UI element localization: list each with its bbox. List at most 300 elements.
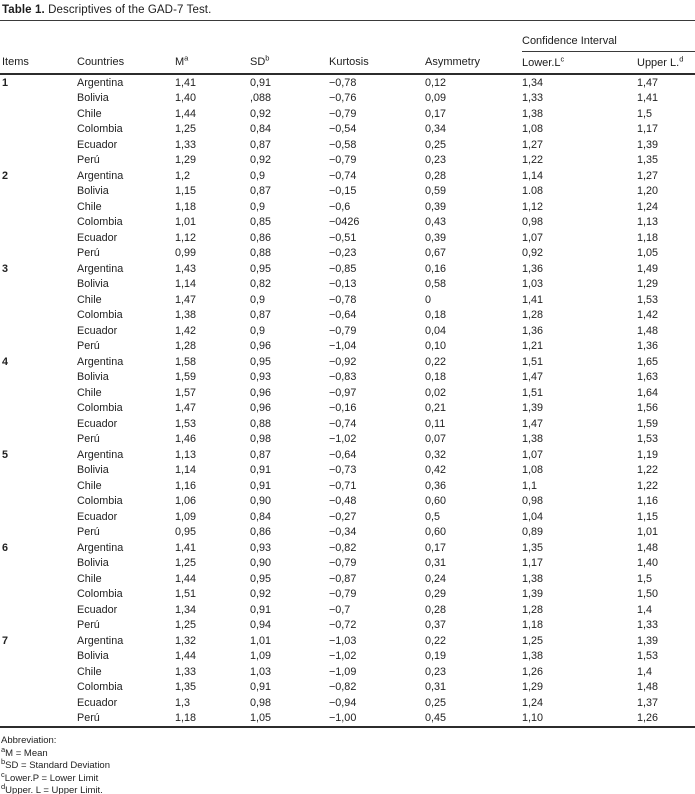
confidence-interval-header-row <box>0 21 695 52</box>
cell-item-number <box>0 153 77 169</box>
table-row <box>0 432 695 448</box>
cell-country: Argentina <box>77 634 124 647</box>
cell-country: Perú <box>77 433 100 446</box>
cell-asymmetry: 0,23 <box>425 665 447 678</box>
cell-upper-limit: 1,53 <box>637 650 659 663</box>
cell-sd: 0,87 <box>250 185 272 198</box>
table-row <box>0 308 695 324</box>
cell-lower-limit: 1,22 <box>522 154 544 167</box>
cell-upper-limit: 1,18 <box>637 231 659 244</box>
cell-item-number <box>0 695 77 711</box>
cell-sd: 0,92 <box>250 588 272 601</box>
cell-lower-limit: 1,38 <box>522 650 544 663</box>
cell-country: Perú <box>77 712 100 725</box>
cell-mean: 1,33 <box>175 138 197 151</box>
cell-sd: 0,90 <box>250 495 272 508</box>
cell-lower-limit: 1,36 <box>522 262 544 275</box>
cell-mean: 1,18 <box>175 200 197 213</box>
cell-mean: 1,53 <box>175 417 197 430</box>
cell-mean: 1,34 <box>175 603 197 616</box>
table-row <box>0 106 695 122</box>
cell-sd: ,088 <box>250 92 272 105</box>
cell-item-number <box>0 308 77 324</box>
cell-asymmetry: 0,43 <box>425 216 447 229</box>
cell-lower-limit: 0,89 <box>522 526 544 539</box>
cell-sd: 0,91 <box>250 603 272 616</box>
cell-kurtosis: −1,02 <box>329 433 357 446</box>
footnote-lower <box>1 769 695 786</box>
cell-upper-limit: 1,63 <box>637 371 659 384</box>
cell-sd: 0,94 <box>250 619 272 632</box>
cell-item-number <box>0 494 77 510</box>
cell-kurtosis: −0,34 <box>329 526 357 539</box>
table-row <box>0 571 695 587</box>
cell-country: Chile <box>77 386 102 399</box>
cell-upper-limit: 1,65 <box>637 355 659 368</box>
cell-asymmetry: 0,42 <box>425 464 447 477</box>
cell-country: Bolivia <box>77 650 109 663</box>
cell-sd: 0,98 <box>250 433 272 446</box>
cell-mean: 1,41 <box>175 76 197 89</box>
cell-item-number <box>0 509 77 525</box>
cell-mean: 1,32 <box>175 634 197 647</box>
table-row <box>0 494 695 510</box>
cell-lower-limit: 1,1 <box>522 479 538 492</box>
cell-upper-limit: 1,17 <box>637 123 659 136</box>
cell-lower-limit: 1,28 <box>522 603 544 616</box>
table-row <box>0 168 695 184</box>
col-header-items-label: Items <box>2 56 29 69</box>
cell-country: Chile <box>77 479 102 492</box>
cell-upper-limit: 1,56 <box>637 402 659 415</box>
cell-upper-limit: 1,37 <box>637 696 659 709</box>
cell-kurtosis: −0,58 <box>329 138 357 151</box>
cell-upper-limit: 1,33 <box>637 619 659 632</box>
cell-item-number <box>0 401 77 417</box>
cell-asymmetry: 0,24 <box>425 572 447 585</box>
cell-item-number <box>0 416 77 432</box>
cell-sd: 0,9 <box>250 169 266 182</box>
cell-kurtosis: −0,94 <box>329 696 357 709</box>
cell-item-number <box>0 199 77 215</box>
table-row <box>0 339 695 355</box>
col-header-asymmetry-label: Asymmetry <box>425 56 480 69</box>
cell-sd: 0,91 <box>250 479 272 492</box>
cell-item-number <box>0 571 77 587</box>
cell-item-number <box>0 602 77 618</box>
cell-country: Chile <box>77 293 102 306</box>
cell-item-number: 6 <box>2 541 9 554</box>
cell-country: Colombia <box>77 216 123 229</box>
cell-item-number: 2 <box>2 169 9 182</box>
cell-asymmetry: 0,19 <box>425 650 447 663</box>
footnote-sd <box>1 756 695 773</box>
cell-sd: 0,92 <box>250 154 272 167</box>
cell-asymmetry: 0,17 <box>425 107 447 120</box>
cell-mean: 1,06 <box>175 495 197 508</box>
cell-lower-limit: 1,29 <box>522 681 544 694</box>
cell-sd: 0,91 <box>250 76 272 89</box>
cell-mean: 0,95 <box>175 526 197 539</box>
cell-kurtosis: −0,71 <box>329 479 357 492</box>
col-header-lower-limit <box>522 52 637 75</box>
cell-mean: 1,58 <box>175 355 197 368</box>
table-row <box>0 711 695 728</box>
table-caption-label: Table 1. <box>2 4 45 16</box>
table-row <box>0 137 695 153</box>
cell-country: Ecuador <box>77 417 118 430</box>
cell-sd: 0,85 <box>250 216 272 229</box>
cell-sd: 0,91 <box>250 464 272 477</box>
table-row <box>0 199 695 215</box>
cell-kurtosis: −0,74 <box>329 169 357 182</box>
cell-upper-limit: 1,35 <box>637 154 659 167</box>
cell-sd: 0,98 <box>250 696 272 709</box>
col-header-upper-limit <box>637 52 695 75</box>
cell-kurtosis: −1,02 <box>329 650 357 663</box>
table-row <box>0 680 695 696</box>
cell-country: Ecuador <box>77 510 118 523</box>
cell-mean: 1,51 <box>175 588 197 601</box>
table-row <box>0 618 695 634</box>
cell-lower-limit: 1,04 <box>522 510 544 523</box>
footnote-upper <box>1 781 695 794</box>
cell-upper-limit: 1,39 <box>637 634 659 647</box>
cell-kurtosis: −0,54 <box>329 123 357 136</box>
cell-upper-limit: 1,13 <box>637 216 659 229</box>
cell-sd: 1,03 <box>250 665 272 678</box>
table-row <box>0 540 695 556</box>
cell-sd: 0,96 <box>250 386 272 399</box>
cell-kurtosis: −0,64 <box>329 309 357 322</box>
cell-asymmetry: 0,28 <box>425 603 447 616</box>
cell-lower-limit: 1,18 <box>522 619 544 632</box>
cell-item-number <box>0 137 77 153</box>
cell-sd: 0,88 <box>250 417 272 430</box>
table-row <box>0 370 695 386</box>
cell-upper-limit: 1,40 <box>637 557 659 570</box>
table-row <box>0 649 695 665</box>
cell-mean: 1,14 <box>175 278 197 291</box>
cell-kurtosis: −0,78 <box>329 76 357 89</box>
cell-sd: 0,91 <box>250 681 272 694</box>
table-body <box>0 74 695 727</box>
cell-country: Perú <box>77 340 100 353</box>
cell-asymmetry: 0,22 <box>425 634 447 647</box>
table-row <box>0 91 695 107</box>
col-header-upper-limit-sup: d <box>679 53 684 63</box>
cell-sd: 0,93 <box>250 541 272 554</box>
table-row <box>0 385 695 401</box>
footnote-upper-text: Upper. L = Upper Limit. <box>5 785 103 794</box>
cell-kurtosis: −0,82 <box>329 681 357 694</box>
cell-lower-limit: 1,47 <box>522 371 544 384</box>
cell-asymmetry: 0,16 <box>425 262 447 275</box>
cell-lower-limit: 1,51 <box>522 355 544 368</box>
cell-country: Perú <box>77 154 100 167</box>
cell-country: Argentina <box>77 541 124 554</box>
cell-mean: 1,33 <box>175 665 197 678</box>
cell-asymmetry: 0,31 <box>425 681 447 694</box>
cell-item-number <box>0 649 77 665</box>
ci-spacer-cell <box>0 21 522 52</box>
col-header-m-sup: a <box>184 53 189 63</box>
cell-mean: 1,42 <box>175 324 197 337</box>
col-header-kurtosis <box>329 52 425 75</box>
cell-upper-limit: 1,5 <box>637 572 653 585</box>
cell-sd: 0,95 <box>250 355 272 368</box>
cell-mean: 1,25 <box>175 619 197 632</box>
cell-item-number <box>0 478 77 494</box>
cell-sd: 0,92 <box>250 107 272 120</box>
cell-kurtosis: −0,79 <box>329 107 357 120</box>
cell-lower-limit: 0,98 <box>522 216 544 229</box>
cell-asymmetry: 0,22 <box>425 355 447 368</box>
cell-lower-limit: 0,98 <box>522 495 544 508</box>
cell-mean: 1,41 <box>175 541 197 554</box>
cell-mean: 1,16 <box>175 479 197 492</box>
cell-kurtosis: −0,64 <box>329 448 357 461</box>
cell-item-number <box>0 106 77 122</box>
footnote-mean-sup: a <box>1 744 6 754</box>
cell-lower-limit: 1,12 <box>522 200 544 213</box>
cell-kurtosis: −0,79 <box>329 557 357 570</box>
cell-country: Colombia <box>77 309 123 322</box>
cell-country: Perú <box>77 247 100 260</box>
cell-lower-limit: 1,39 <box>522 402 544 415</box>
table-row <box>0 587 695 603</box>
cell-upper-limit: 1,39 <box>637 138 659 151</box>
cell-asymmetry: 0,23 <box>425 154 447 167</box>
cell-kurtosis: −0,6 <box>329 200 351 213</box>
cell-kurtosis: −0,51 <box>329 231 357 244</box>
table-row <box>0 122 695 138</box>
cell-asymmetry: 0,37 <box>425 619 447 632</box>
cell-lower-limit: 0,92 <box>522 247 544 260</box>
cell-lower-limit: 1,38 <box>522 572 544 585</box>
cell-country: Argentina <box>77 262 124 275</box>
cell-kurtosis: −0,23 <box>329 247 357 260</box>
cell-item-number <box>0 556 77 572</box>
cell-item-number <box>0 463 77 479</box>
cell-mean: 1,59 <box>175 371 197 384</box>
cell-country: Chile <box>77 200 102 213</box>
cell-lower-limit: 1,03 <box>522 278 544 291</box>
gad7-descriptives-table <box>0 20 695 728</box>
cell-country: Chile <box>77 107 102 120</box>
cell-sd: 0,9 <box>250 293 266 306</box>
cell-upper-limit: 1,20 <box>637 185 659 198</box>
cell-item-number <box>0 385 77 401</box>
cell-country: Perú <box>77 526 100 539</box>
col-header-sd-sup: b <box>265 53 270 63</box>
cell-sd: 0,96 <box>250 340 272 353</box>
table-row <box>0 354 695 370</box>
cell-upper-limit: 1,36 <box>637 340 659 353</box>
cell-asymmetry: 0,31 <box>425 557 447 570</box>
cell-mean: 1,13 <box>175 448 197 461</box>
footnote-lower-sup: c <box>1 769 5 779</box>
table-row <box>0 230 695 246</box>
cell-upper-limit: 1,29 <box>637 278 659 291</box>
cell-item-number <box>0 618 77 634</box>
table-row <box>0 556 695 572</box>
cell-sd: 1,09 <box>250 650 272 663</box>
cell-country: Ecuador <box>77 696 118 709</box>
cell-asymmetry: 0,58 <box>425 278 447 291</box>
cell-asymmetry: 0,34 <box>425 123 447 136</box>
cell-asymmetry: 0,25 <box>425 696 447 709</box>
cell-kurtosis: −0,16 <box>329 402 357 415</box>
cell-country: Argentina <box>77 355 124 368</box>
table-row <box>0 292 695 308</box>
cell-sd: 0,90 <box>250 557 272 570</box>
cell-lower-limit: 1,41 <box>522 293 544 306</box>
cell-country: Colombia <box>77 123 123 136</box>
cell-item-number <box>0 680 77 696</box>
cell-asymmetry: 0,59 <box>425 185 447 198</box>
cell-mean: 1,12 <box>175 231 197 244</box>
cell-asymmetry: 0,10 <box>425 340 447 353</box>
cell-item-number <box>0 339 77 355</box>
cell-lower-limit: 1,34 <box>522 76 544 89</box>
col-header-upper-limit-label: Upper L. <box>637 56 680 69</box>
footnote-lower-text: Lower.P = Lower Limit <box>4 772 99 784</box>
cell-mean: 1,43 <box>175 262 197 275</box>
cell-sd: 0,86 <box>250 231 272 244</box>
cell-lower-limit: 1,33 <box>522 92 544 105</box>
cell-sd: 0,87 <box>250 448 272 461</box>
cell-asymmetry: 0,11 <box>425 417 446 430</box>
cell-mean: 1,2 <box>175 169 191 182</box>
cell-kurtosis: −0,92 <box>329 355 357 368</box>
cell-asymmetry: 0,67 <box>425 247 447 260</box>
cell-asymmetry: 0,60 <box>425 526 447 539</box>
cell-lower-limit: 1,38 <box>522 433 544 446</box>
footnote-sd-text: SD = Standard Deviation <box>5 760 110 771</box>
footnote-sd-sup: b <box>1 756 6 766</box>
cell-upper-limit: 1,53 <box>637 293 659 306</box>
cell-asymmetry: 0,12 <box>425 76 447 89</box>
cell-item-number <box>0 525 77 541</box>
footnotes <box>0 728 695 794</box>
cell-country: Ecuador <box>77 324 118 337</box>
cell-mean: 1,25 <box>175 123 197 136</box>
cell-mean: 1,57 <box>175 386 197 399</box>
cell-asymmetry: 0,17 <box>425 541 447 554</box>
cell-asymmetry: 0,07 <box>425 433 447 446</box>
cell-upper-limit: 1,48 <box>637 324 659 337</box>
cell-kurtosis: −1,04 <box>329 340 357 353</box>
cell-country: Chile <box>77 665 102 678</box>
cell-lower-limit: 1,39 <box>522 588 544 601</box>
cell-asymmetry: 0,02 <box>425 386 447 399</box>
cell-country: Argentina <box>77 169 124 182</box>
confidence-interval-header: Confidence Interval <box>522 21 695 52</box>
cell-upper-limit: 1,15 <box>637 510 659 523</box>
cell-kurtosis: −1,09 <box>329 665 357 678</box>
cell-item-number: 1 <box>2 76 9 89</box>
cell-country: Argentina <box>77 448 124 461</box>
table-row <box>0 246 695 262</box>
cell-upper-limit: 1,64 <box>637 386 659 399</box>
table-row <box>0 74 695 91</box>
col-header-kurtosis-label: Kurtosis <box>329 56 369 69</box>
cell-sd: 0,9 <box>250 324 266 337</box>
cell-mean: 1,09 <box>175 510 197 523</box>
cell-kurtosis: −0,72 <box>329 619 357 632</box>
footnote-upper-sup: d <box>1 781 6 791</box>
cell-upper-limit: 1,48 <box>637 681 659 694</box>
cell-lower-limit: 1,14 <box>522 169 544 182</box>
table-row <box>0 261 695 277</box>
cell-asymmetry: 0,60 <box>425 495 447 508</box>
cell-upper-limit: 1,50 <box>637 588 659 601</box>
cell-asymmetry: 0,32 <box>425 448 447 461</box>
cell-country: Bolivia <box>77 92 109 105</box>
cell-upper-limit: 1,47 <box>637 76 659 89</box>
cell-mean: 1,01 <box>175 216 197 229</box>
cell-upper-limit: 1,01 <box>637 526 659 539</box>
cell-lower-limit: 1.08 <box>522 185 544 198</box>
cell-item-number <box>0 184 77 200</box>
col-header-m-label: M <box>175 56 185 69</box>
cell-upper-limit: 1,49 <box>637 262 659 275</box>
table-row <box>0 215 695 231</box>
table-row <box>0 478 695 494</box>
cell-mean: 1,25 <box>175 557 197 570</box>
footnote-mean <box>1 744 695 761</box>
cell-kurtosis: −0426 <box>329 216 360 229</box>
cell-kurtosis: −0,82 <box>329 541 357 554</box>
cell-lower-limit: 1,36 <box>522 324 544 337</box>
cell-item-number <box>0 215 77 231</box>
table-row <box>0 416 695 432</box>
cell-lower-limit: 1,27 <box>522 138 544 151</box>
col-header-asymmetry <box>425 52 522 75</box>
cell-asymmetry: 0,25 <box>425 138 447 151</box>
cell-lower-limit: 1,35 <box>522 541 544 554</box>
cell-asymmetry: 0,29 <box>425 588 447 601</box>
cell-country: Ecuador <box>77 231 118 244</box>
table-row <box>0 323 695 339</box>
table-caption-text: Descriptives of the GAD-7 Test. <box>48 4 212 16</box>
cell-upper-limit: 1,24 <box>637 200 659 213</box>
cell-upper-limit: 1,53 <box>637 433 659 446</box>
cell-country: Argentina <box>77 76 124 89</box>
cell-kurtosis: −0,87 <box>329 572 357 585</box>
cell-upper-limit: 1,42 <box>637 309 659 322</box>
table-row <box>0 602 695 618</box>
cell-item-number <box>0 664 77 680</box>
cell-kurtosis: −0,83 <box>329 371 357 384</box>
col-header-lower-limit-label: Lower.L <box>522 56 561 69</box>
cell-upper-limit: 1,22 <box>637 464 659 477</box>
cell-country: Bolivia <box>77 371 109 384</box>
cell-mean: 0,99 <box>175 247 197 260</box>
cell-lower-limit: 1,07 <box>522 231 544 244</box>
cell-country: Colombia <box>77 495 123 508</box>
cell-country: Chile <box>77 572 102 585</box>
cell-country: Perú <box>77 619 100 632</box>
cell-kurtosis: −0,48 <box>329 495 357 508</box>
cell-upper-limit: 1,4 <box>637 603 653 616</box>
cell-kurtosis: −0,85 <box>329 262 357 275</box>
cell-country: Bolivia <box>77 464 109 477</box>
cell-country: Colombia <box>77 681 123 694</box>
footnote-mean-text: M = Mean <box>5 747 48 759</box>
cell-asymmetry: 0,09 <box>425 92 447 105</box>
